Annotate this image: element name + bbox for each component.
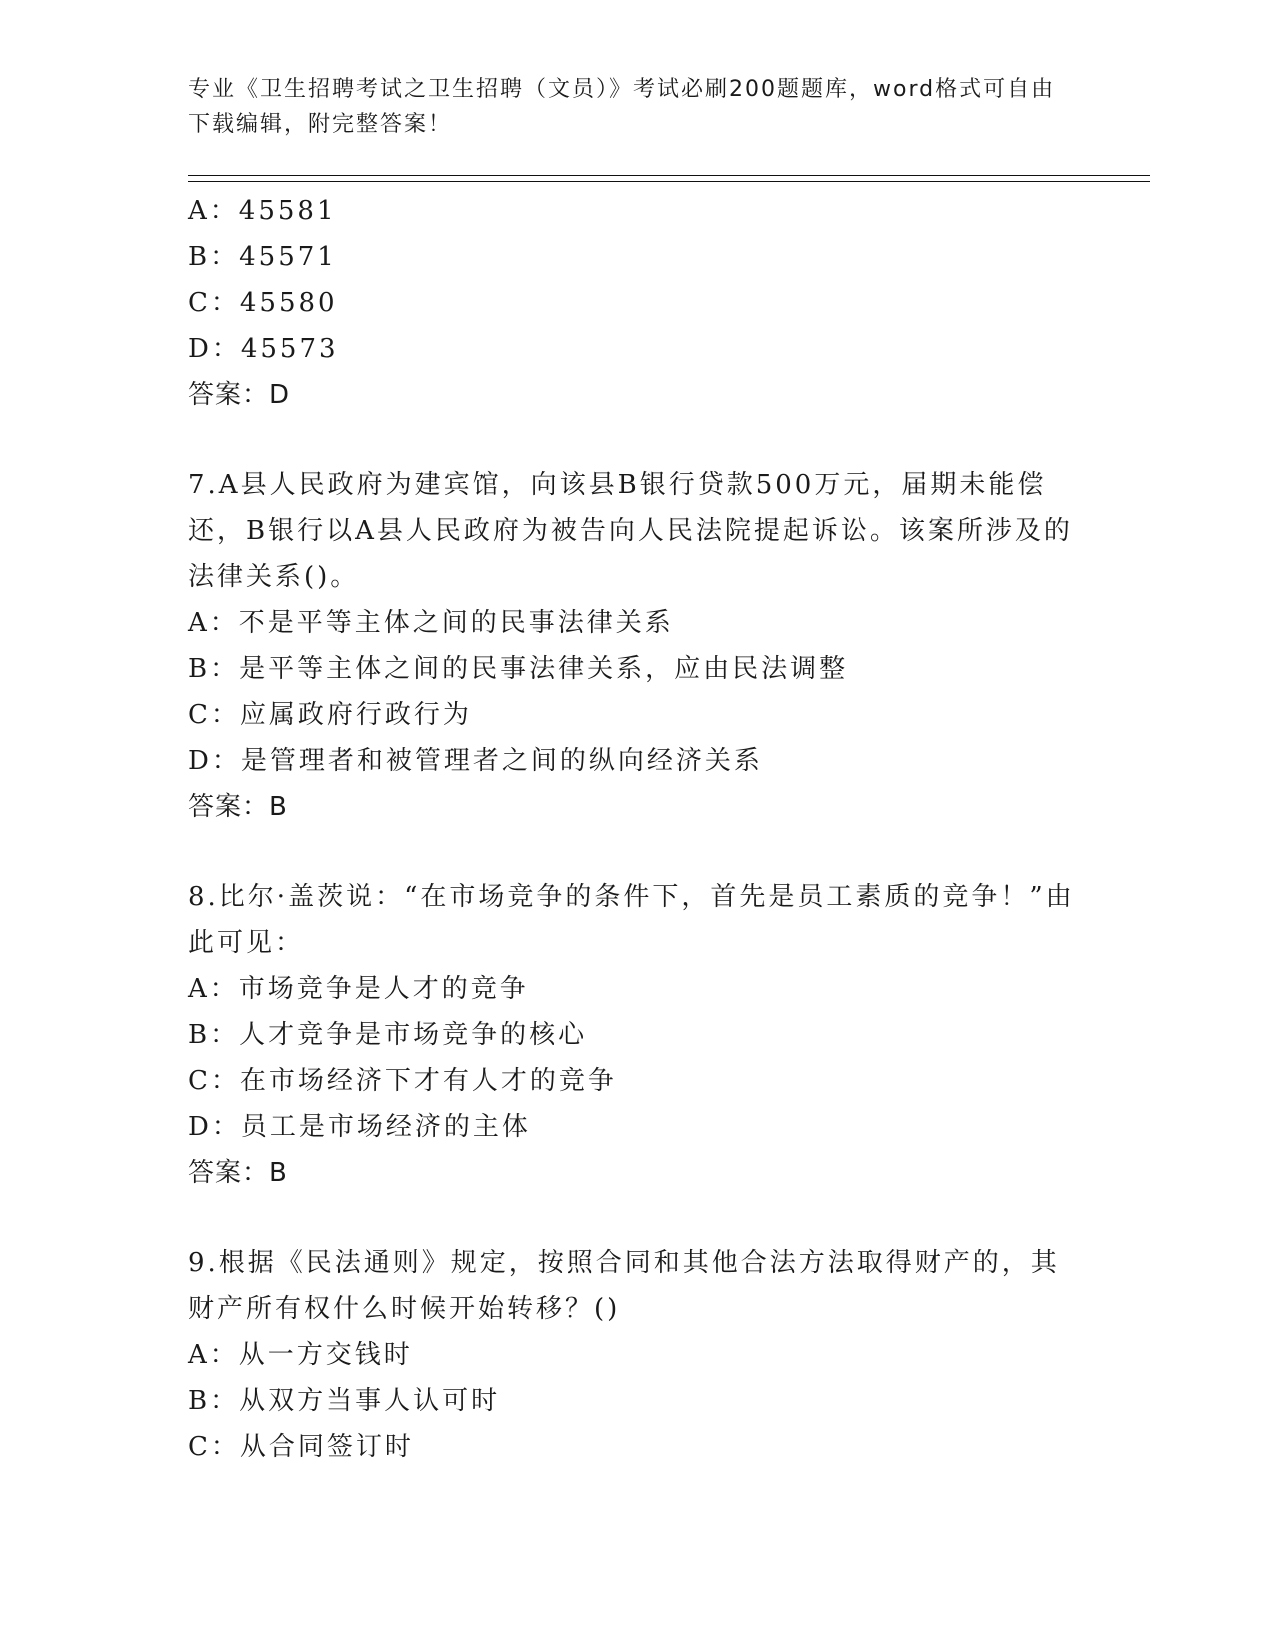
- question-stem: 9.根据《民法通则》规定，按照合同和其他合法方法取得财产的，其财产所有权什么时候开始转移？(): [188, 1248, 1060, 1324]
- option-a: A：从一方交钱时: [188, 1340, 413, 1370]
- question-8: [188, 874, 1088, 1196]
- option-c: C：应属政府行政行为: [188, 700, 472, 730]
- option-a: A：45581: [188, 196, 337, 226]
- option-d: D：是管理者和被管理者之间的纵向经济关系: [188, 746, 763, 776]
- question-6: [188, 188, 1088, 418]
- answer: 答案：D: [188, 380, 291, 410]
- document-body: [188, 188, 1088, 1470]
- option-a: A：不是平等主体之间的民事法律关系: [188, 608, 674, 638]
- question-7: [188, 462, 1088, 830]
- header-rule-bottom: [188, 181, 1150, 182]
- option-d: D：员工是市场经济的主体: [188, 1112, 531, 1142]
- option-c: C：在市场经济下才有人才的竞争: [188, 1066, 617, 1096]
- option-d: D：45573: [188, 334, 339, 364]
- option-c: C：45580: [188, 288, 338, 318]
- option-a: A：市场竞争是人才的竞争: [188, 974, 529, 1004]
- question-stem: 7.A县人民政府为建宾馆，向该县B银行贷款500万元，届期未能偿还，B银行以A县人民政府为被告向人民法院提起诉讼。该案所涉及的法律关系()。: [188, 470, 1073, 592]
- option-b: B：45571: [188, 242, 337, 272]
- question-stem: 8.比尔·盖茨说：“在市场竞争的条件下，首先是员工素质的竞争！”由此可见：: [188, 882, 1075, 958]
- question-9: [188, 1240, 1088, 1470]
- answer: 答案：B: [188, 792, 288, 822]
- document-header: 专业《卫生招聘考试之卫生招聘（文员）》考试必刷200题题库，word格式可自由下载编辑，附完整答案！: [188, 77, 1056, 137]
- option-b: B：从双方当事人认可时: [188, 1386, 501, 1416]
- answer: 答案：B: [188, 1158, 288, 1188]
- option-b: B：人才竞争是市场竞争的核心: [188, 1020, 588, 1050]
- header-rule-top: [188, 175, 1150, 176]
- option-b: B：是平等主体之间的民事法律关系，应由民法调整: [188, 654, 849, 684]
- option-c: C：从合同签订时: [188, 1432, 414, 1462]
